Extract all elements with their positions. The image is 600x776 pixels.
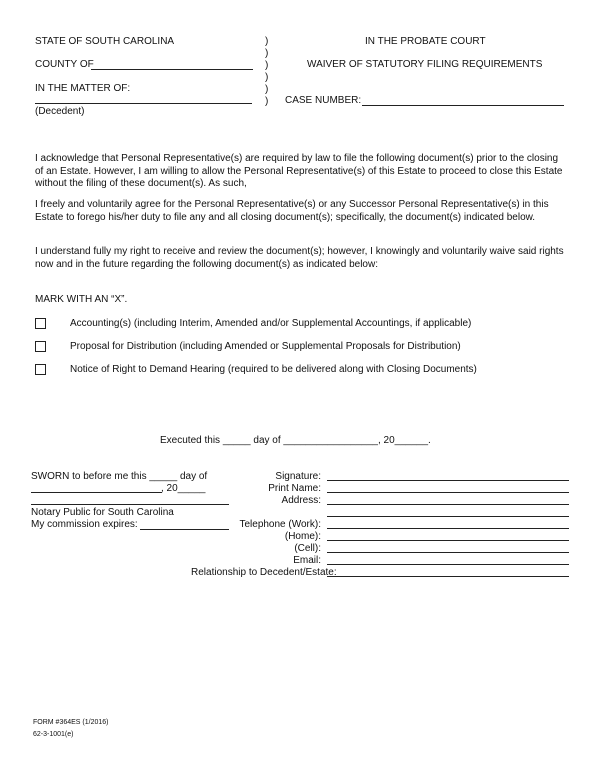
- signature-field[interactable]: [327, 480, 569, 481]
- telephone-cell-field[interactable]: [327, 552, 569, 553]
- county-label: COUNTY OF: [35, 59, 94, 70]
- statute-reference: 62-3-1001(e): [33, 731, 74, 738]
- paren-divider: ): [265, 48, 269, 59]
- address-field-line-2[interactable]: [327, 516, 569, 517]
- print-name-field[interactable]: [327, 492, 569, 493]
- agreement-paragraph: I freely and voluntarily agree for the Personal Representative(s) or any Successor Personal Representative(s) in this Estate to forego his/her duty to file any and all closing document(s); specifically, the document(s) indicated below.: [35, 199, 549, 223]
- relationship-label: Relationship to Decedent/Estate:: [191, 567, 337, 578]
- notice-hearing-option-label: Notice of Right to Demand Hearing (required to be delivered along with Closing Documents): [70, 364, 477, 375]
- telephone-work-label: Telephone (Work):: [239, 519, 321, 530]
- signature-label: Signature:: [275, 471, 321, 482]
- paren-divider: ): [265, 72, 269, 83]
- telephone-home-label: (Home):: [284, 531, 321, 542]
- case-number-field[interactable]: [362, 105, 564, 106]
- commission-label: My commission expires:: [31, 519, 138, 530]
- proposal-distribution-checkbox[interactable]: [35, 341, 46, 352]
- case-number-label: CASE NUMBER:: [285, 95, 362, 106]
- county-field[interactable]: [91, 69, 253, 70]
- relationship-field[interactable]: [327, 576, 569, 577]
- executed-date-line[interactable]: Executed this _____ day of _________________, 20______.: [160, 435, 431, 446]
- form-title: WAIVER OF STATUTORY FILING REQUIREMENTS: [307, 59, 543, 70]
- address-field[interactable]: [327, 504, 569, 505]
- sworn-year: , 20_____: [161, 483, 206, 494]
- paren-divider: ): [265, 60, 269, 71]
- decedent-label: (Decedent): [35, 106, 85, 117]
- state-label: STATE OF SOUTH CAROLINA: [35, 36, 175, 47]
- sworn-statement: SWORN to before me this _____ day of: [31, 471, 208, 482]
- email-field[interactable]: [327, 564, 569, 565]
- form-number: FORM #364ES (1/2016): [33, 719, 109, 726]
- email-label: Email:: [293, 555, 321, 566]
- paren-divider: ): [265, 96, 269, 107]
- address-label: Address:: [281, 495, 321, 506]
- sworn-date-field[interactable]: [31, 492, 162, 493]
- notary-title: Notary Public for South Carolina: [31, 507, 174, 518]
- mark-instruction: MARK WITH AN “X”.: [35, 294, 128, 305]
- telephone-home-field[interactable]: [327, 540, 569, 541]
- print-name-label: Print Name:: [268, 483, 321, 494]
- proposal-distribution-option-label: Proposal for Distribution (including Amended or Supplemental Proposals for Distribution): [70, 341, 461, 352]
- decedent-name-field[interactable]: [35, 103, 252, 104]
- accounting-checkbox[interactable]: [35, 318, 46, 329]
- telephone-work-field[interactable]: [327, 528, 569, 529]
- accounting-option-label: Accounting(s) (including Interim, Amended and/or Supplemental Accountings, if applicable): [70, 318, 472, 329]
- telephone-cell-label: (Cell):: [294, 543, 321, 554]
- paren-divider: ): [265, 84, 269, 95]
- court-name: IN THE PROBATE COURT: [365, 36, 486, 47]
- notice-hearing-checkbox[interactable]: [35, 364, 46, 375]
- acknowledgment-paragraph: I acknowledge that Personal Representative(s) are required by law to file the following document(s) prior to the closing of an Estate. However, I am willing to allow the Personal Representative(s) of this Estate to proceed to close this Estate without the filing of these document(s). As such,: [35, 153, 563, 190]
- paren-divider: ): [265, 36, 269, 47]
- matter-label: IN THE MATTER OF:: [35, 83, 131, 94]
- waiver-paragraph: I understand fully my right to receive and review the document(s); however, I knowingly and voluntarily waive said rights now and in the future regarding the following document(s) as indicated below:: [35, 246, 564, 270]
